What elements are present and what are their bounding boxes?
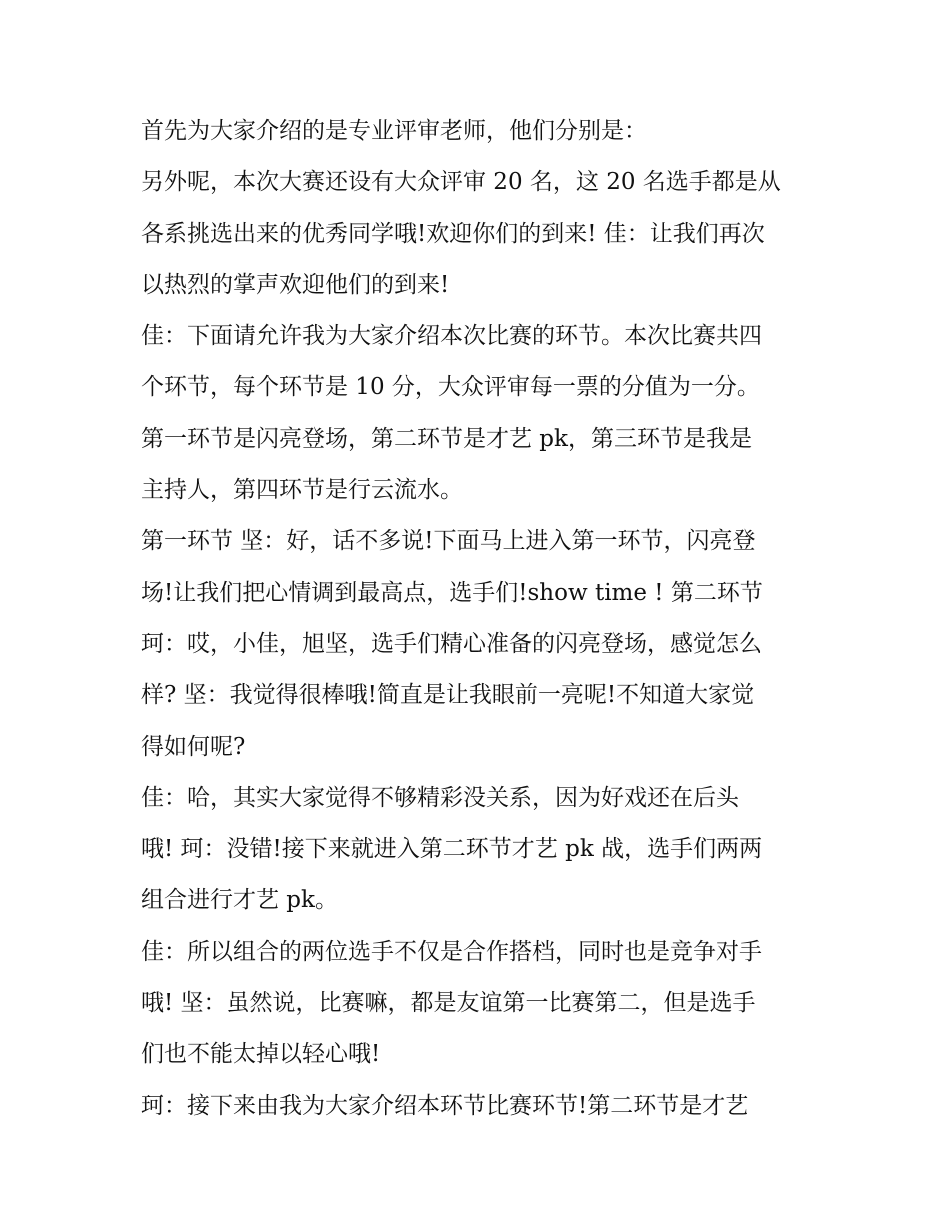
text-line: 哦! 珂：没错!接下来就进入第二环节才艺 pk 战，选手们两两 — [141, 836, 763, 863]
text-line: 第一环节是闪亮登场，第二环节是才艺 pk，第三环节是我是 — [141, 425, 752, 452]
text-line: 组合进行才艺 pk。 — [141, 887, 338, 914]
text-line: 哦! 坚：虽然说，比赛嘛，都是友谊第一比赛第二，但是选手 — [141, 990, 756, 1017]
text-line: 各系挑选出来的优秀同学哦!欢迎你们的到来! 佳：让我们再次 — [141, 220, 765, 247]
text-line: 场!让我们把心情调到最高点，选手们!show time ! 第二环节 — [141, 579, 763, 606]
text-line: 首先为大家介绍的是专业评审老师，他们分别是： — [141, 118, 647, 144]
text-line: 得如何呢? — [141, 733, 246, 760]
text-line: 们也不能太掉以轻心哦! — [141, 1041, 381, 1068]
text-line: 个环节，每个环节是 10 分，大众评审每一票的分值为一分。 — [141, 374, 760, 401]
text-line: 另外呢，本次大赛还设有大众评审 20 名，这 20 名选手都是从 — [141, 169, 781, 196]
document-body — [141, 106, 821, 1132]
text-line: 佳：所以组合的两位选手不仅是合作搭档，同时也是竞争对手 — [141, 938, 762, 965]
text-line: 主持人，第四环节是行云流水。 — [141, 477, 463, 504]
text-line: 以热烈的掌声欢迎他们的到来! — [141, 271, 450, 298]
text-line: 佳：哈，其实大家觉得不够精彩没关系，因为好戏还在后头 — [141, 784, 739, 811]
text-line: 样? 坚：我觉得很棒哦!简直是让我眼前一亮呢!不知道大家觉 — [141, 682, 755, 709]
text-line: 佳：下面请允许我为大家介绍本次比赛的环节。本次比赛共四 — [141, 323, 762, 350]
text-line: 珂：哎，小佳，旭坚，选手们精心准备的闪亮登场，感觉怎么 — [141, 630, 762, 657]
text-line: 珂：接下来由我为大家介绍本环节比赛环节!第二环节是才艺 — [141, 1092, 749, 1119]
text-line: 第一环节 坚：好，话不多说!下面马上进入第一环节，闪亮登 — [141, 528, 756, 555]
